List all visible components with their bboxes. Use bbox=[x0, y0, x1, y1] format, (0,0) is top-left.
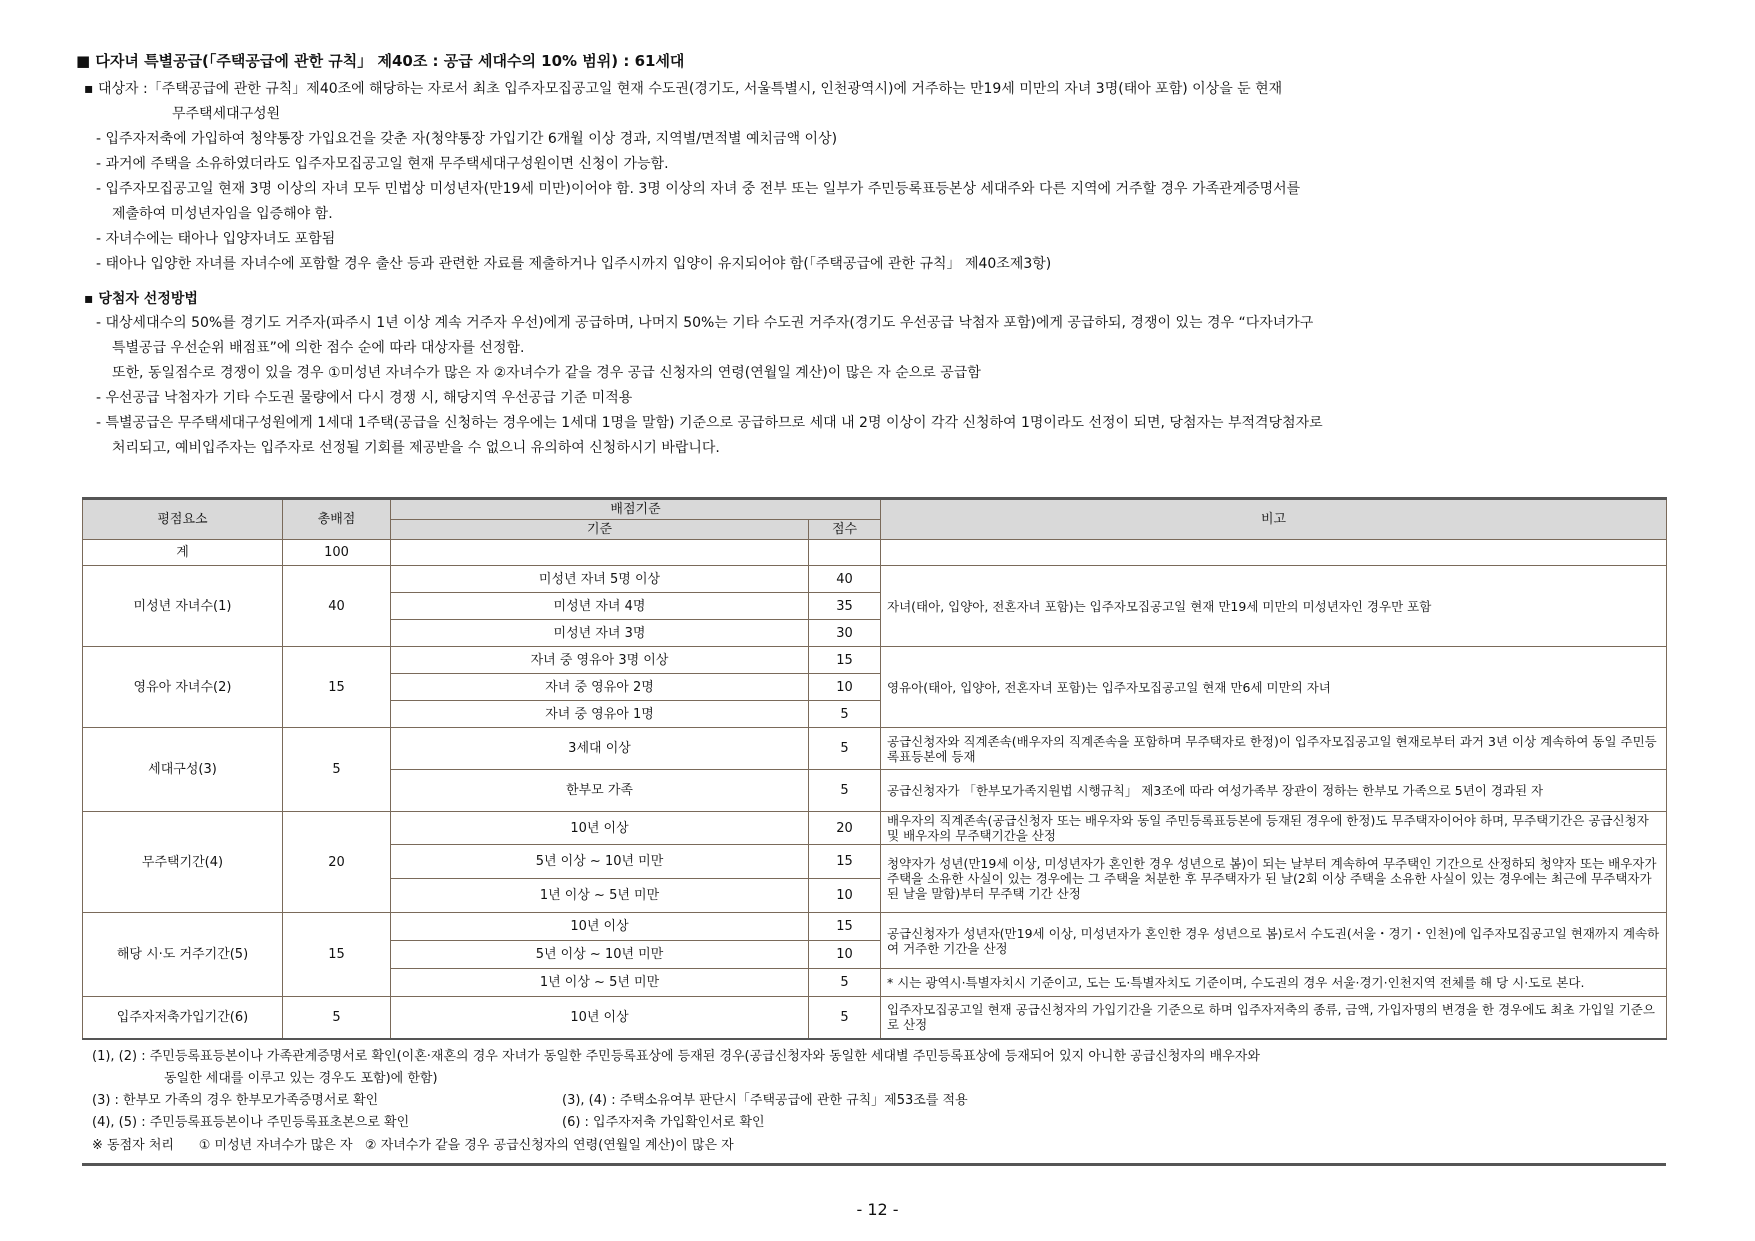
footnote: (1), (2) : 주민등록표등본이나 가족관계증명서로 확인(이혼·재혼의 경우 자녀가 동일한 주민등록표상에 등재된 경우(공급신청자와 동일한 세대별 주민등록표상에 등재되어 있지 아니한 공급신청자의 배우자와 bbox=[92, 1049, 1260, 1064]
cell-criteria: 1년 이상 ~ 5년 미만 bbox=[391, 969, 809, 997]
target-line-cont: 무주택세대구성원 bbox=[172, 106, 281, 122]
cell-factor: 입주자저축가입기간(6) bbox=[83, 997, 283, 1039]
cell-score: 15 bbox=[809, 647, 881, 674]
cell-score: 40 bbox=[809, 566, 881, 593]
cell-total: 5 bbox=[283, 728, 391, 812]
target-line: ▪ 대상자 :「주택공급에 관한 규칙」제40조에 해당하는 자로서 최초 입주자모집공고일 현재 수도권(경기도, 서울특별시, 인천광역시)에 거주하는 만19세 미만의 자녀 3명(태아 포함) 이상을 둔 현재 bbox=[84, 81, 1283, 97]
cell-criteria: 5년 이상 ~ 10년 미만 bbox=[391, 845, 809, 879]
target-item: - 입주자모집공고일 현재 3명 이상의 자녀 모두 민법상 미성년자(만19세 미만)이어야 함. 3명 이상의 자녀 중 전부 또는 일부가 주민등록표등본상 세대주와 다른 지역에 거주할 경우 가족관계증명서를 bbox=[96, 181, 1301, 197]
target-item: - 과거에 주택을 소유하였더라도 입주자모집공고일 현재 무주택세대구성원이면 신청이 가능함. bbox=[96, 156, 669, 172]
cell-criteria: 자녀 중 영유아 3명 이상 bbox=[391, 647, 809, 674]
cell-criteria: 자녀 중 영유아 2명 bbox=[391, 674, 809, 701]
section-heading: ■ 다자녀 특별공급(「주택공급에 관한 규칙」 제40조 : 공급 세대수의 10% 범위) : 61세대 bbox=[76, 52, 685, 70]
footnote-cont: 동일한 세대를 이루고 있는 경우도 포함)에 한함) bbox=[164, 1071, 438, 1086]
selection-item: - 우선공급 낙첨자가 기타 수도권 물량에서 다시 경쟁 시, 해당지역 우선공급 기준 미적용 bbox=[96, 390, 633, 406]
cell-note: 자녀(태아, 입양아, 전혼자녀 포함)는 입주자모집공고일 현재 만19세 미만의 미성년자인 경우만 포함 bbox=[881, 566, 1667, 647]
page-number: - 12 - bbox=[856, 1200, 899, 1219]
header-factor: 평점요소 bbox=[83, 499, 283, 540]
cell-criteria: 미성년 자녀 3명 bbox=[391, 620, 809, 647]
table-row bbox=[83, 566, 1667, 593]
cell-total: 40 bbox=[283, 566, 391, 647]
selection-item-cont: 특별공급 우선순위 배점표”에 의한 점수 순에 따라 대상자를 선정함. bbox=[112, 340, 525, 356]
cell-total: 100 bbox=[283, 540, 391, 566]
cell-score: 10 bbox=[809, 674, 881, 701]
cell-total: 5 bbox=[283, 997, 391, 1039]
selection-item-cont: 또한, 동일점수로 경쟁이 있을 경우 ①미성년 자녀수가 많은 자 ②자녀수가 같을 경우 공급 신청자의 연령(연월일 계산)이 많은 자 순으로 공급함 bbox=[112, 365, 981, 381]
header-note: 비고 bbox=[881, 499, 1667, 540]
cell-score: 5 bbox=[809, 728, 881, 770]
selection-title: ▪ 당첨자 선정방법 bbox=[84, 291, 198, 307]
cell-criteria: 한부모 가족 bbox=[391, 770, 809, 812]
cell-score: 10 bbox=[809, 941, 881, 969]
cell-factor: 해당 시·도 거주기간(5) bbox=[83, 913, 283, 997]
cell-criteria: 1년 이상 ~ 5년 미만 bbox=[391, 879, 809, 913]
selection-item: - 대상세대수의 50%를 경기도 거주자(파주시 1년 이상 계속 거주자 우선)에게 공급하며, 나머지 50%는 기타 수도권 거주자(경기도 우선공급 낙첨자 포함)에게 공급하되, 경쟁이 있는 경우 “다자녀가구 bbox=[96, 315, 1314, 331]
cell-note: 영유아(태아, 입양아, 전혼자녀 포함)는 입주자모집공고일 현재 만6세 미만의 자녀 bbox=[881, 647, 1667, 728]
cell-criteria: 미성년 자녀 4명 bbox=[391, 593, 809, 620]
cell-total: 15 bbox=[283, 647, 391, 728]
table-row bbox=[83, 812, 1667, 845]
cell-score: 30 bbox=[809, 620, 881, 647]
cell-note: 공급신청자와 직계존속(배우자의 직계존속을 포함하며 무주택자로 한정)이 입주자모집공고일 현재로부터 과거 3년 이상 계속하여 동일 주민등록표등본에 등재 bbox=[881, 728, 1667, 770]
target-item-cont: 제출하여 미성년자임을 입증해야 함. bbox=[112, 206, 333, 222]
cell-score: 20 bbox=[809, 812, 881, 845]
cell-factor: 세대구성(3) bbox=[83, 728, 283, 812]
cell-note: 입주자모집공고일 현재 공급신청자의 가입기간을 기준으로 하며 입주자저축의 종류, 금액, 가입자명의 변경을 한 경우에도 최초 가입일 기준으로 산정 bbox=[881, 997, 1667, 1039]
cell-score: 5 bbox=[809, 969, 881, 997]
selection-item-cont: 처리되고, 예비입주자는 입주자로 선정될 기회를 제공받을 수 없으니 유의하여 신청하시기 바랍니다. bbox=[112, 440, 720, 456]
cell-criteria: 5년 이상 ~ 10년 미만 bbox=[391, 941, 809, 969]
cell-criteria: 자녀 중 영유아 1명 bbox=[391, 701, 809, 728]
cell-note: 배우자의 직계존속(공급신청자 또는 배우자와 동일 주민등록표등본에 등재된 경우에 한정)도 무주택자이어야 하며, 무주택기간은 공급신청자 및 배우자의 무주택기간을 산정 bbox=[881, 812, 1667, 845]
cell-factor: 영유아 자녀수(2) bbox=[83, 647, 283, 728]
cell-note: 공급신청자가 「한부모가족지원법 시행규칙」 제3조에 따라 여성가족부 장관이 정하는 한부모 가족으로 5년이 경과된 자 bbox=[881, 770, 1667, 812]
cell-factor: 무주택기간(4) bbox=[83, 812, 283, 913]
selection-item: - 특별공급은 무주택세대구성원에게 1세대 1주택(공급을 신청하는 경우에는 1세대 1명을 말함) 기준으로 공급하므로 세대 내 2명 이상이 각각 신청하여 1명이라도 선정이 되면, 당첨자는 부적격당첨자로 bbox=[96, 415, 1323, 431]
footnote: (6) : 입주자저축 가입확인서로 확인 bbox=[562, 1115, 765, 1130]
target-item: - 자녀수에는 태아나 입양자녀도 포함됨 bbox=[96, 231, 336, 247]
cell-factor: 미성년 자녀수(1) bbox=[83, 566, 283, 647]
cell-note: 청약자가 성년(만19세 이상, 미성년자가 혼인한 경우 성년으로 봄)이 되는 날부터 계속하여 무주택인 기간으로 산정하되 청약자 또는 배우자가 주택을 소유한 사실이 있는 경우에는 그 주택을 처분한 후 무주택자가 된 날(2회 이상 주택을 소유한 사실이 있는 경우에는 최근에 무주택자가 된 날을 말함)부터 무주택 기간 산정 bbox=[881, 845, 1667, 913]
cell-criteria: 10년 이상 bbox=[391, 812, 809, 845]
footnote: (3) : 한부모 가족의 경우 한부모가족증명서로 확인 bbox=[92, 1093, 379, 1108]
target-item: - 입주자저축에 가입하여 청약통장 가입요건을 갖춘 자(청약통장 가입기간 6개월 이상 경과, 지역별/면적별 예치금액 이상) bbox=[96, 131, 838, 147]
cell-score: 35 bbox=[809, 593, 881, 620]
cell-score: 10 bbox=[809, 879, 881, 913]
footnote-tiebreak: ※ 동점자 처리 ① 미성년 자녀수가 많은 자 ② 자녀수가 같을 경우 공급신청자의 연령(연월일 계산)이 많은 자 bbox=[92, 1138, 734, 1153]
target-item: - 태아나 입양한 자녀를 자녀수에 포함할 경우 출산 등과 관련한 자료를 제출하거나 입주시까지 입양이 유지되어야 함(「주택공급에 관한 규칙」 제40조제3항) bbox=[96, 256, 1052, 272]
header-total: 총배점 bbox=[283, 499, 391, 540]
cell-criteria: 미성년 자녀 5명 이상 bbox=[391, 566, 809, 593]
scoring-table bbox=[82, 497, 1667, 1040]
footnote: (3), (4) : 주택소유여부 판단시「주택공급에 관한 규칙」제53조를 적용 bbox=[562, 1093, 968, 1108]
cell-score: 5 bbox=[809, 770, 881, 812]
bottom-rule bbox=[82, 1163, 1666, 1166]
cell-note: 공급신청자가 성년자(만19세 이상, 미성년자가 혼인한 경우 성년으로 봄)로서 수도권(서울・경기・인천)에 입주자모집공고일 현재까지 계속하여 거주한 기간을 산정 bbox=[881, 913, 1667, 969]
cell-criteria: 3세대 이상 bbox=[391, 728, 809, 770]
cell-score: 5 bbox=[809, 701, 881, 728]
cell-factor: 계 bbox=[83, 540, 283, 566]
table-row bbox=[83, 913, 1667, 941]
header-score: 점수 bbox=[809, 520, 881, 540]
table-row bbox=[83, 728, 1667, 770]
cell-score: 15 bbox=[809, 845, 881, 879]
cell-score: 5 bbox=[809, 997, 881, 1039]
table-row bbox=[83, 540, 1667, 566]
footnote: (4), (5) : 주민등록표등본이나 주민등록표초본으로 확인 bbox=[92, 1115, 410, 1130]
cell-total: 20 bbox=[283, 812, 391, 913]
table-row bbox=[83, 647, 1667, 674]
cell-note: * 시는 광역시·특별자치시 기준이고, 도는 도·특별자치도 기준이며, 수도권의 경우 서울·경기·인천지역 전체를 해 당 시·도로 본다. bbox=[881, 969, 1667, 997]
table-row bbox=[83, 997, 1667, 1039]
cell-total: 15 bbox=[283, 913, 391, 997]
cell-criteria: 10년 이상 bbox=[391, 913, 809, 941]
header-criteria-group: 배점기준 bbox=[391, 499, 881, 520]
cell-score: 15 bbox=[809, 913, 881, 941]
cell-criteria: 10년 이상 bbox=[391, 997, 809, 1039]
header-criteria: 기준 bbox=[391, 520, 809, 540]
